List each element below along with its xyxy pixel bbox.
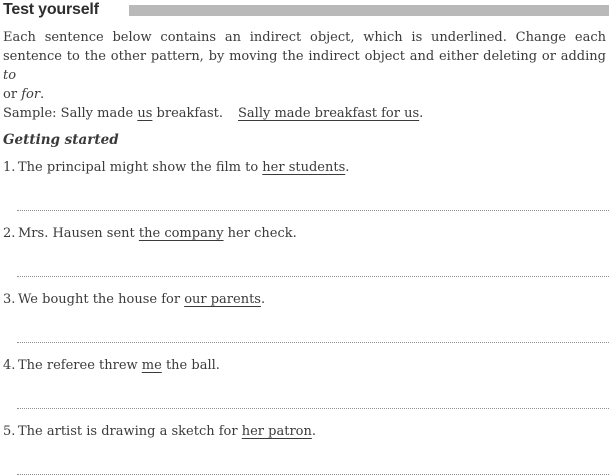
italic-word-to: to (3, 68, 17, 83)
underlined-indirect-object: me (141, 358, 162, 373)
sample-label: Sample: (3, 106, 61, 121)
underlined-indirect-object: our parents (184, 292, 261, 307)
item-sentence: The artist is drawing a sketch for her patron. (18, 424, 316, 439)
underlined-indirect-object: the company (138, 226, 224, 241)
answer-line-1 (17, 210, 609, 211)
page-header (3, 2, 609, 18)
instructions-line-2: sentence to the other pattern, by moving the indirect object and either deleting or adding to (3, 49, 606, 83)
exercise-item-1 (3, 158, 606, 177)
instructions-paragraph (3, 28, 606, 104)
italic-word-for: for (21, 87, 41, 102)
title-rule-bar (129, 5, 609, 16)
answer-line-4 (17, 408, 609, 409)
item-sentence: Mrs. Hausen sent the company her check. (18, 226, 297, 241)
instructions-line-1: Each sentence below contains an indirect object, which is underlined. Change each (3, 30, 606, 45)
section-heading: Getting started (3, 132, 119, 148)
sample-underlined-us: us (137, 106, 153, 121)
item-sentence: The referee threw me the ball. (18, 358, 220, 373)
exercise-item-5 (3, 422, 606, 441)
exercise-item-4 (3, 356, 606, 375)
exercise-item-2 (3, 224, 606, 243)
item-number: 4. (3, 358, 16, 373)
item-number: 2. (3, 226, 16, 241)
item-sentence: We bought the house for our parents. (18, 292, 266, 307)
item-sentence: The principal might show the film to her students. (18, 160, 350, 175)
item-number: 5. (3, 424, 16, 439)
item-number: 3. (3, 292, 16, 307)
exercise-item-3 (3, 290, 606, 309)
sample-line: Sample: Sally made us breakfast. Sally made breakfast for us. (3, 106, 424, 121)
instructions-line-3: or for. (3, 87, 45, 102)
item-number: 1. (3, 160, 16, 175)
underlined-indirect-object: her patron (241, 424, 312, 439)
answer-line-2 (17, 276, 609, 277)
sample-underlined-answer: Sally made breakfast for us (238, 106, 420, 121)
answer-line-3 (17, 342, 609, 343)
underlined-indirect-object: her students (262, 160, 346, 175)
page-title: Test yourself (3, 1, 99, 18)
